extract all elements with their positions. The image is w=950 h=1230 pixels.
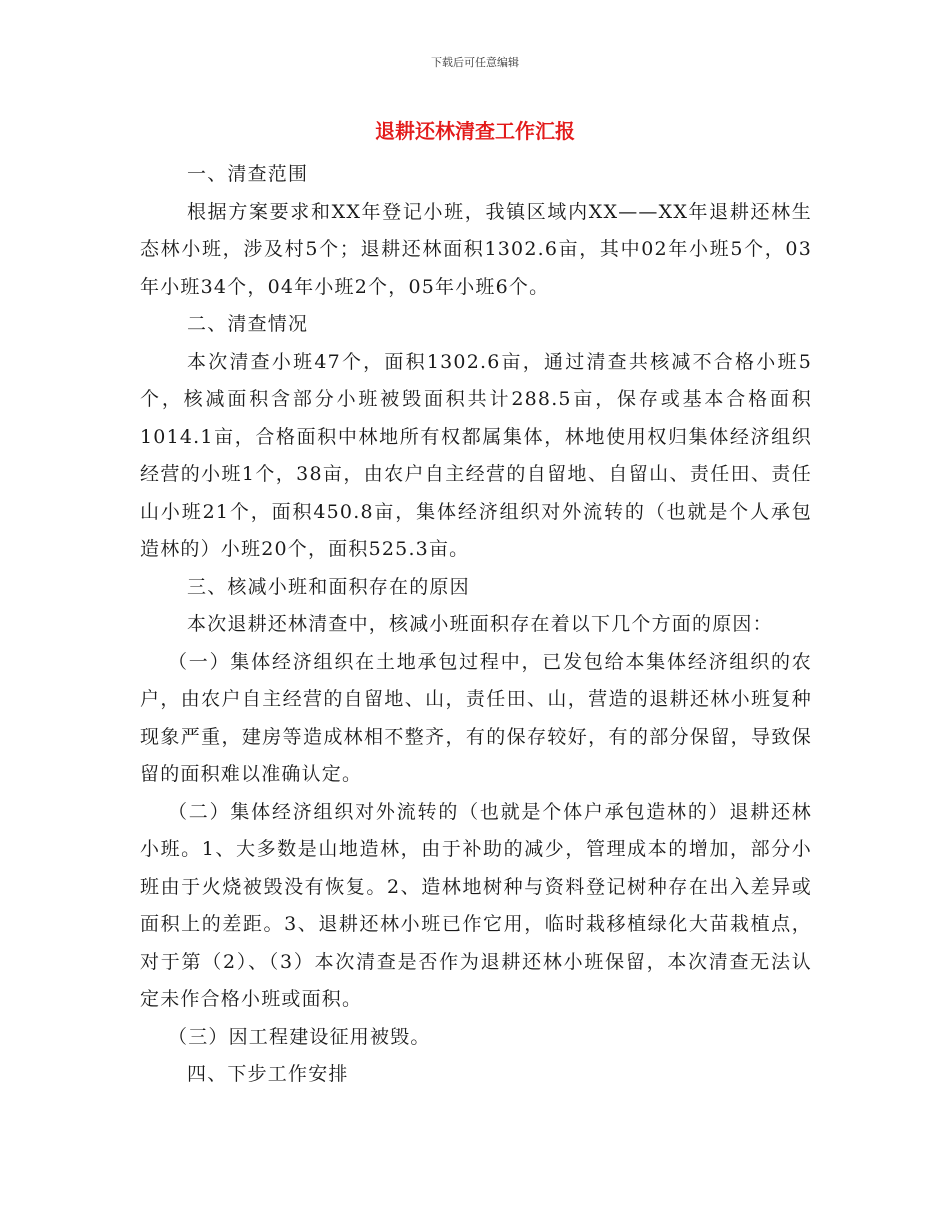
paragraph-reasons-intro: 本次退耕还林清查中，核减小班面积存在着以下几个方面的原因： xyxy=(187,613,773,635)
paragraph-scope: 根据方案要求和XX年登记小班，我镇区域内XX——XX年退耕还林生态林小班，涉及村5个；退耕还林面积1302.6亩，其中02年小班5个，03年小班34个，04年小班2个，05年小班6个。 xyxy=(140,200,812,298)
document-title: 退耕还林清查工作汇报 xyxy=(375,119,575,143)
paragraph-reason-1: （一）集体经济组织在土地承包过程中，已发包给本集体经济组织的农户，由农户自主经营的自留地、山，责任田、山，营造的退耕还林小班复种现象严重，建房等造成林相不整齐，有的保存较好，有的部分保留，导致保留的面积难以准确认定。 xyxy=(140,650,812,785)
section-heading-reasons: 三、核减小班和面积存在的原因 xyxy=(187,575,470,598)
section-heading-situation: 二、清查情况 xyxy=(187,313,309,335)
paragraph-reason-2: （二）集体经济组织对外流转的（也就是个体户承包造林的）退耕还林小班。1、大多数是山地造林，由于补助的减少，管理成本的增加，部分小班由于火烧被毁没有恢复。2、造林地树种与资料登记树种存在出入差异或面积上的差距。3、退耕还林小班已作它用，临时栽移植绿化大苗栽植点，对于第（2）、（3）本次清查是否作为退耕还林小班保留，本次清查无法认定未作合格小班或面积。 xyxy=(140,800,812,1010)
section-heading-scope: 一、清查范围 xyxy=(187,163,309,185)
section-heading-next-steps: 四、下步工作安排 xyxy=(187,1063,349,1085)
document-body xyxy=(140,156,812,1094)
paragraph-reason-3: （三）因工程建设征用被毁。 xyxy=(168,1025,431,1048)
paragraph-situation: 本次清查小班47个，面积1302.6亩，通过清查共核减不合格小班5个，核减面积含部分小班被毁面积共计288.5亩，保存或基本合格面积1014.1亩，合格面积中林地所有权都属集体，林地使用权归集体经济组织经营的小班1个，38亩，由农户自主经营的自留地、自留山、责任田、责任山小班21个，面积450.8亩，集体经济组织对外流转的（也就是个人承包造林的）小班20个，面积525.3亩。 xyxy=(140,350,812,560)
header-note: 下载后可任意编辑 xyxy=(431,56,519,69)
